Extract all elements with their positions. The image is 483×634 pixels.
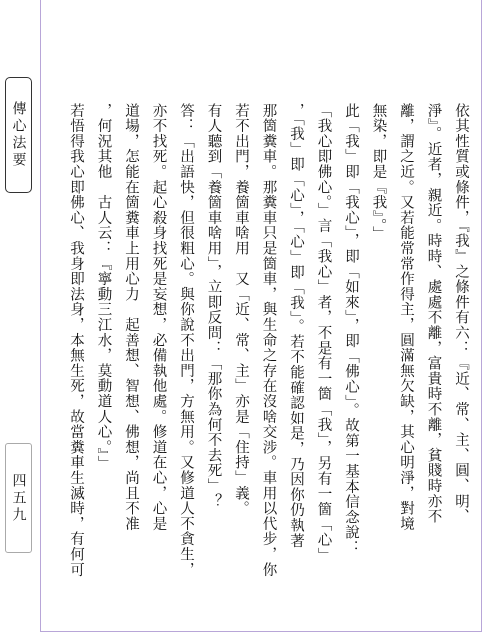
text-column: 離，謂之近。又若能常常作得主，圓滿無欠缺，其心明淨，對境: [398, 103, 414, 532]
page-number-tab: [5, 443, 32, 553]
text-column: 亦不找死。起心殺身找死是妄想，必備執他處。修道在心，心是: [150, 103, 167, 532]
page-number: 四五九: [10, 472, 27, 524]
text-column: 那箇糞車。那糞車只是箇車，與生命之存在沒啥交涉。車用以代步，你: [260, 103, 277, 578]
text-column: 此「我」即「我心」，即「如來」，即「佛心」。故第一基本信念說：: [343, 103, 359, 556]
text-column: 答：「出語快，但很粗心。與你說不出門，方無用。又修道人不貪生，: [178, 103, 194, 578]
text-column: 依其性質或條件，『我』之條件有六：『近、常、主、圓、明、: [453, 103, 469, 525]
text-column: ，何況其他 古人云：『寧動三江水，莫動道人心。』」: [95, 103, 112, 471]
text-column: 淨』。近者，親近。時時、處處不離，富貴時不離，貧賤時亦不: [425, 103, 442, 525]
text-column: 若悟得我心即佛心、我身即法身，本無生死，故當糞車生滅時，有何可: [68, 103, 84, 578]
text-column: 若不出門，養箇車啥用 又「近、常、主」亦是「住持」義。: [233, 103, 249, 517]
text-column: 道場，怎能在箇糞車上用心力 起善想、智想、佛想，尚且不准: [123, 103, 139, 532]
text-column: 無染，即是『我』。」: [370, 103, 387, 242]
book-title: 傳心法要: [10, 101, 27, 169]
book-title-tab: [5, 77, 32, 193]
vertical-text-body: [46, 103, 474, 623]
text-column: 「我心即佛心。」言「我心」者，不是有一箇「我」，另有一箇「心」: [315, 103, 332, 563]
text-column: 有人聽到「養箇車啥用」，立即反問：「那你為何不去死」？: [205, 103, 222, 509]
text-column: ，「我」即「心」，「心」即「我」。若不能確認如是，乃因你仍執著: [288, 103, 304, 549]
